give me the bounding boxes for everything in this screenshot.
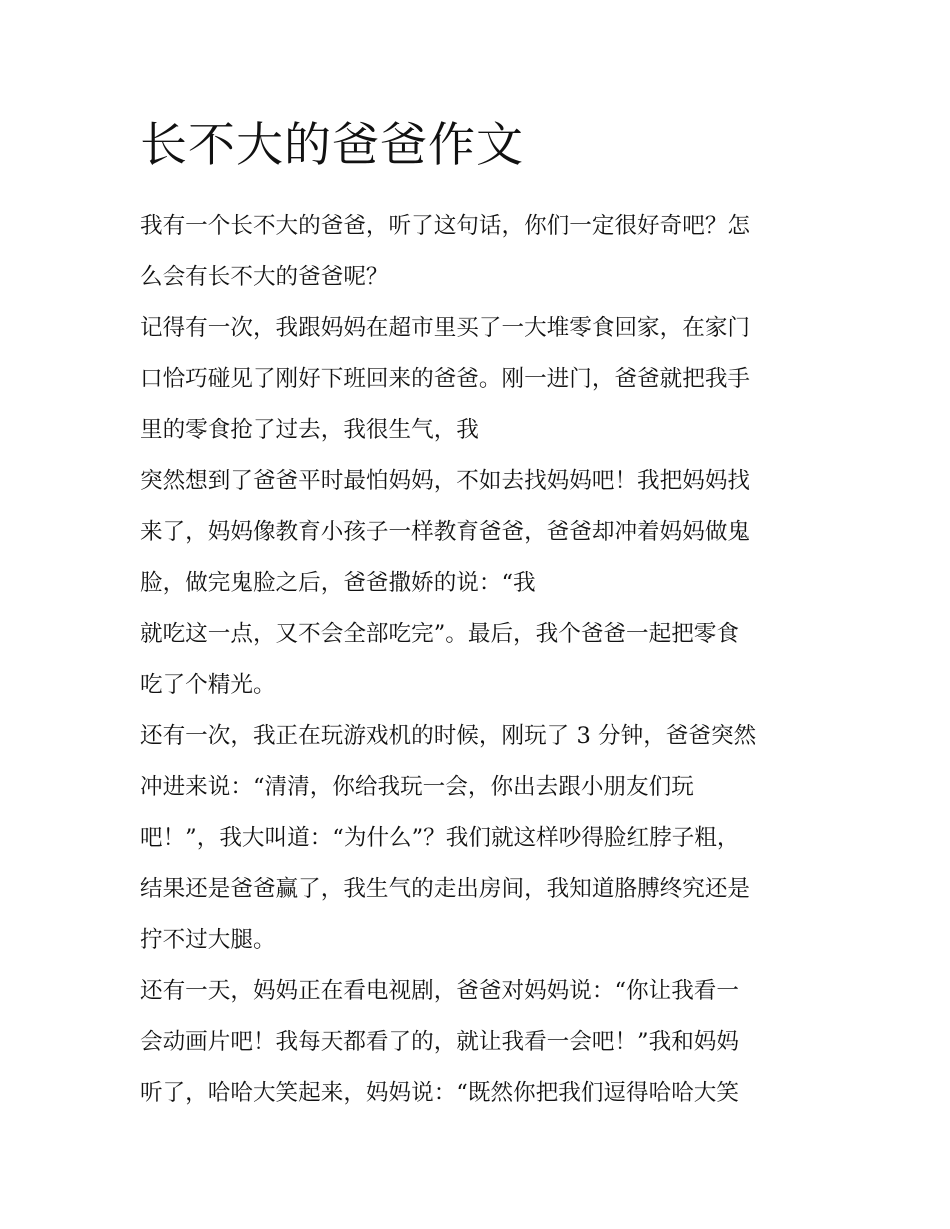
text-line: 就吃这一点，又不会全部吃完”。最后，我个爸爸一起把零食 <box>140 621 739 647</box>
text-line: 还有一天，妈妈正在看电视剧，爸爸对妈妈说：“你让我看一 <box>140 978 739 1004</box>
text-line: 突然想到了爸爸平时最怕妈妈，不如去找妈妈吧！我把妈妈找 <box>140 468 751 494</box>
text-line: 还有一次，我正在玩游戏机的时候，刚玩了 3 分钟，爸爸突然 <box>140 723 757 749</box>
text-line: 脸，做完鬼脸之后，爸爸撒娇的说：“我 <box>140 570 536 596</box>
text-line: 结果还是爸爸赢了，我生气的走出房间，我知道胳膊终究还是 <box>140 876 751 902</box>
text-line: 冲进来说：“清清，你给我玩一会，你出去跟小朋友们玩 <box>140 774 694 800</box>
document-body <box>140 201 820 1119</box>
text-line: 会动画片吧！我每天都看了的，就让我看一会吧！”我和妈妈 <box>140 1029 739 1055</box>
text-line: 拧不过大腿。 <box>140 927 276 953</box>
text-line: 吧！”，我大叫道：“为什么”？我们就这样吵得脸红脖子粗， <box>140 825 740 851</box>
document-title: 长不大的爸爸作文 <box>140 118 524 173</box>
text-line: 来了，妈妈像教育小孩子一样教育爸爸，爸爸却冲着妈妈做鬼 <box>140 519 751 545</box>
text-line: 口恰巧碰见了刚好下班回来的爸爸。刚一进门，爸爸就把我手 <box>140 366 751 392</box>
text-line: 我有一个长不大的爸爸，听了这句话，你们一定很好奇吧？怎 <box>140 213 751 239</box>
text-line: 里的零食抢了过去，我很生气，我 <box>140 417 479 443</box>
text-line: 记得有一次，我跟妈妈在超市里买了一大堆零食回家，在家门 <box>140 315 751 341</box>
text-line: 听了，哈哈大笑起来，妈妈说：“既然你把我们逗得哈哈大笑 <box>140 1080 739 1106</box>
text-line: 么会有长不大的爸爸呢？ <box>140 264 389 290</box>
text-line: 吃了个精光。 <box>140 672 276 698</box>
